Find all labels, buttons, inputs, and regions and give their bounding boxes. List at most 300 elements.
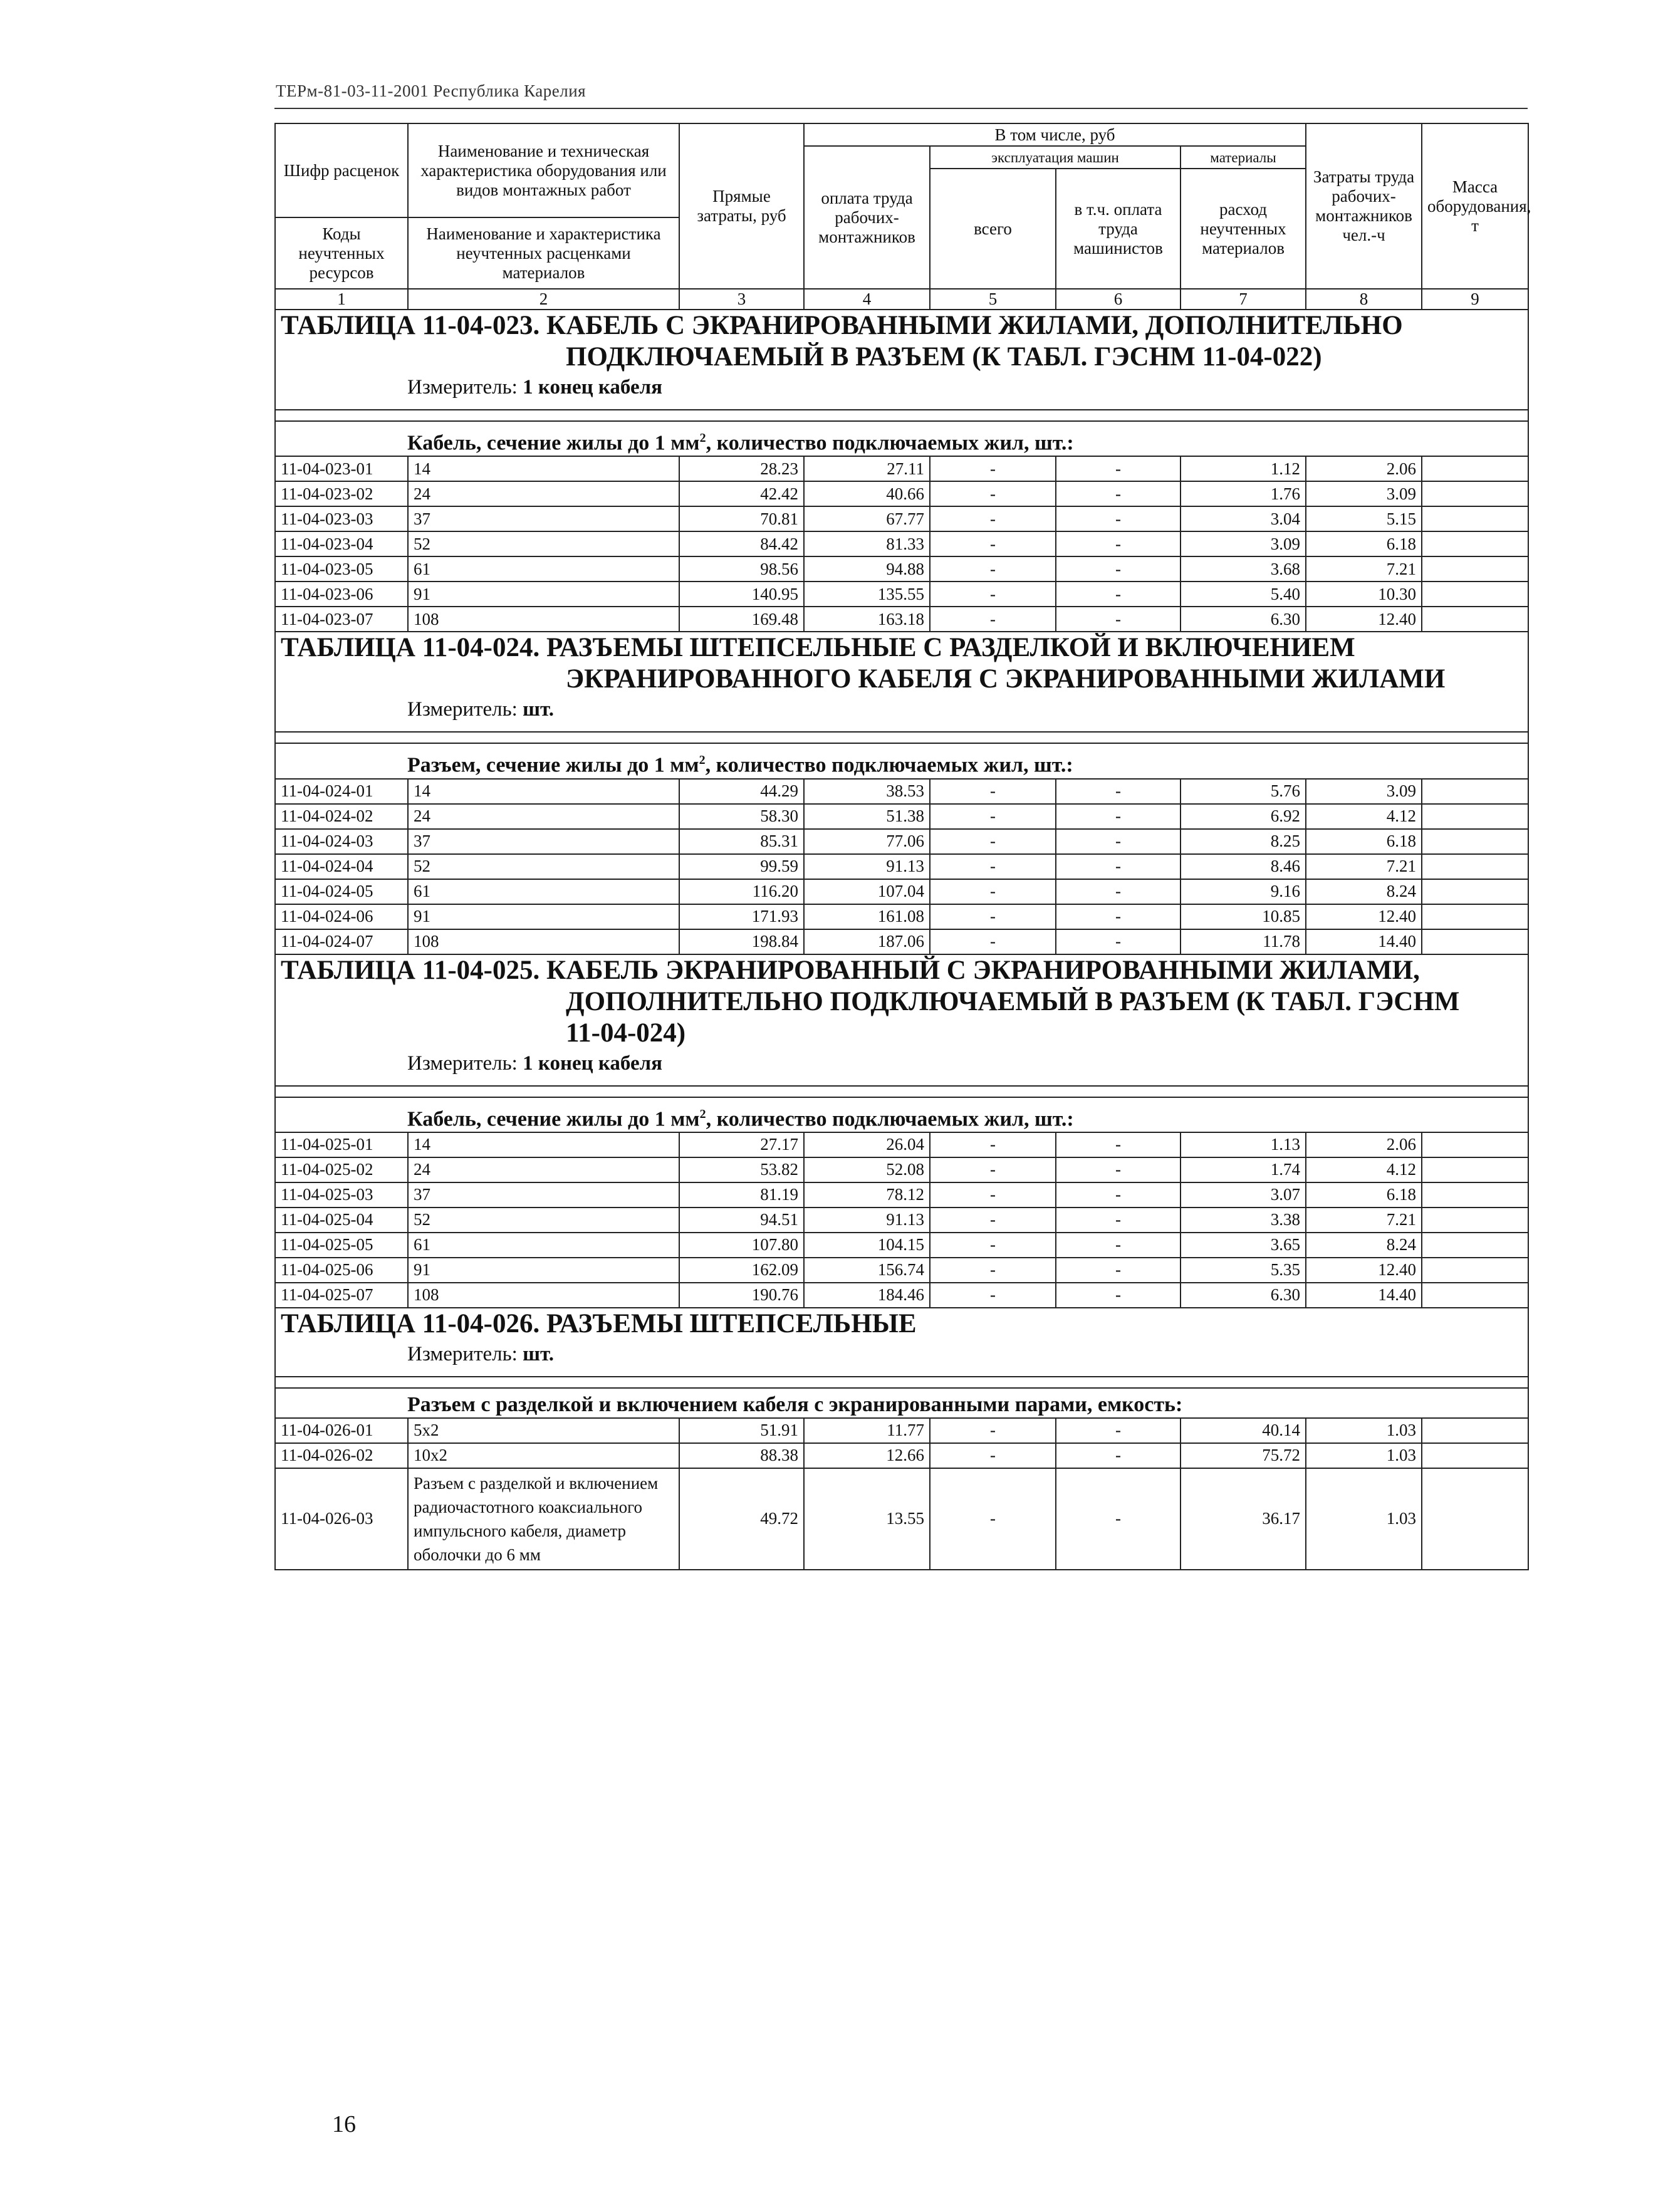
row-code: 11-04-024-03 [275, 829, 408, 854]
meter-row [275, 1340, 1528, 1377]
group-heading-text: , количество подключаемых жил, шт.: [706, 1107, 1074, 1130]
row-machines-pay: - [1056, 779, 1181, 804]
row-labor-hours: 2.06 [1306, 1132, 1422, 1157]
row-name: 10x2 [408, 1443, 679, 1468]
row-machines-total: - [930, 582, 1056, 607]
row-mass [1422, 829, 1528, 854]
spacer [275, 410, 1528, 421]
group-row [275, 421, 1528, 456]
row-machines-pay: - [1056, 481, 1181, 506]
row-materials: 6.30 [1181, 607, 1306, 632]
header-direct-costs-text: Прямые затраты, руб [697, 187, 786, 225]
row-machines-total: - [930, 1468, 1056, 1570]
header-name-alt [408, 217, 679, 289]
row-code: 11-04-024-06 [275, 904, 408, 929]
column-number: 4 [804, 289, 930, 310]
row-name: 108 [408, 1283, 679, 1308]
column-number: 7 [1181, 289, 1306, 310]
row-machines-total: - [930, 854, 1056, 879]
group-heading-sup: 2 [699, 1107, 706, 1121]
group-heading [275, 421, 1528, 456]
row-labor-pay: 77.06 [804, 829, 930, 854]
row-labor-pay: 135.55 [804, 582, 930, 607]
header-including-text: В том числе, руб [994, 125, 1115, 144]
row-machines-pay: - [1056, 1157, 1181, 1182]
row-labor-pay: 104.15 [804, 1233, 930, 1258]
row-name: 52 [408, 854, 679, 879]
table-title-row [275, 1308, 1528, 1340]
row-machines-pay: - [1056, 1283, 1181, 1308]
row-labor-pay: 78.12 [804, 1182, 930, 1208]
row-code: 11-04-025-02 [275, 1157, 408, 1182]
meter-value: 1 конец кабеля [523, 376, 662, 399]
meter-label: Измеритель: [407, 1051, 518, 1075]
row-machines-total: - [930, 829, 1056, 854]
row-machines-pay: - [1056, 1233, 1181, 1258]
row-labor-pay: 52.08 [804, 1157, 930, 1182]
header-name-text: Наименование и техническая характеристика оборудования или видов монтажных работ [420, 141, 667, 199]
row-labor-hours: 6.18 [1306, 829, 1422, 854]
table-row [275, 829, 1528, 854]
row-labor-pay: 81.33 [804, 531, 930, 556]
row-name: Разъем с разделкой и включением радиочастотного коаксиального импульсного кабеля, диаметр оболочки до 6 мм [408, 1468, 679, 1570]
header-name-alt-text: Наименование и характеристика неучтенных расценками материалов [426, 224, 661, 282]
row-machines-total: - [930, 1283, 1056, 1308]
header-materials-unaccounted [1181, 169, 1306, 289]
row-labor-pay: 40.66 [804, 481, 930, 506]
row-name: 14 [408, 456, 679, 481]
header-code [275, 123, 408, 217]
header-machines-total [930, 169, 1056, 289]
row-labor-hours: 10.30 [1306, 582, 1422, 607]
header-name [408, 123, 679, 217]
row-labor-pay: 91.13 [804, 854, 930, 879]
row-code: 11-04-023-04 [275, 531, 408, 556]
row-materials: 8.46 [1181, 854, 1306, 879]
row-code: 11-04-025-06 [275, 1258, 408, 1283]
row-materials: 3.38 [1181, 1208, 1306, 1233]
header-labor-pay [804, 146, 930, 289]
row-mass [1422, 582, 1528, 607]
row-code: 11-04-024-04 [275, 854, 408, 879]
row-machines-total: - [930, 1233, 1056, 1258]
header-machines-total-text: всего [974, 219, 1012, 238]
table-title-line: ТАБЛИЦА 11-04-026. РАЗЪЕМЫ ШТЕПСЕЛЬНЫЕ [281, 1308, 917, 1338]
row-code: 11-04-023-03 [275, 506, 408, 531]
row-code: 11-04-025-05 [275, 1233, 408, 1258]
row-machines-pay: - [1056, 1208, 1181, 1233]
page-number: 16 [332, 2111, 356, 2137]
spacer [275, 1377, 1528, 1388]
row-mass [1422, 506, 1528, 531]
row-direct-costs: 70.81 [679, 506, 804, 531]
column-number: 1 [275, 289, 408, 310]
row-machines-total: - [930, 779, 1056, 804]
row-machines-pay: - [1056, 531, 1181, 556]
row-mass [1422, 904, 1528, 929]
spacer [275, 732, 1528, 743]
row-machines-pay: - [1056, 1182, 1181, 1208]
row-labor-hours: 12.40 [1306, 607, 1422, 632]
row-machines-total: - [930, 456, 1056, 481]
row-name: 14 [408, 779, 679, 804]
meter-row [275, 695, 1528, 732]
row-machines-pay: - [1056, 1258, 1181, 1283]
row-labor-pay: 27.11 [804, 456, 930, 481]
table-title-line: ПОДКЛЮЧАЕМЫЙ В РАЗЪЕМ (К ТАБЛ. ГЭСНМ 11-04-022) [566, 342, 1322, 372]
row-code: 11-04-026-02 [275, 1443, 408, 1468]
row-direct-costs: 140.95 [679, 582, 804, 607]
row-machines-pay: - [1056, 456, 1181, 481]
row-labor-hours: 4.12 [1306, 1157, 1422, 1182]
row-materials: 11.78 [1181, 929, 1306, 954]
group-row [275, 743, 1528, 778]
row-direct-costs: 98.56 [679, 556, 804, 582]
row-machines-pay: - [1056, 607, 1181, 632]
row-direct-costs: 49.72 [679, 1468, 804, 1570]
row-direct-costs: 53.82 [679, 1157, 804, 1182]
spacer-row [275, 1086, 1528, 1097]
row-machines-pay: - [1056, 556, 1181, 582]
table-row [275, 1418, 1528, 1443]
row-materials: 75.72 [1181, 1443, 1306, 1468]
row-code: 11-04-024-05 [275, 879, 408, 904]
table-title-line: ТАБЛИЦА 11-04-023. КАБЕЛЬ С ЭКРАНИРОВАННЫМИ ЖИЛАМИ, ДОПОЛНИТЕЛЬНО [281, 311, 1403, 340]
row-labor-hours: 4.12 [1306, 804, 1422, 829]
column-number: 9 [1422, 289, 1528, 310]
header-code-alt-text: Коды неучтенных ресурсов [298, 224, 385, 282]
column-number: 5 [930, 289, 1056, 310]
row-code: 11-04-024-01 [275, 779, 408, 804]
group-heading [275, 1388, 1528, 1418]
row-name: 108 [408, 929, 679, 954]
header-machines-text: эксплуатация машин [991, 149, 1119, 165]
row-materials: 10.85 [1181, 904, 1306, 929]
group-heading-text: Кабель, сечение жилы до 1 мм [407, 431, 700, 455]
header-materials-unaccounted-text: расход неучтенных материалов [1200, 199, 1286, 258]
row-code: 11-04-023-01 [275, 456, 408, 481]
row-code: 11-04-025-07 [275, 1283, 408, 1308]
row-mass [1422, 556, 1528, 582]
row-name: 108 [408, 607, 679, 632]
row-direct-costs: 171.93 [679, 904, 804, 929]
meter-label: Измеритель: [407, 698, 518, 721]
row-name: 61 [408, 1233, 679, 1258]
row-labor-pay: 94.88 [804, 556, 930, 582]
row-materials: 3.09 [1181, 531, 1306, 556]
row-labor-pay: 187.06 [804, 929, 930, 954]
meter-value: 1 конец кабеля [523, 1051, 662, 1075]
table-title-line: 11-04-024) [566, 1018, 686, 1048]
header-code-alt [275, 217, 408, 289]
row-labor-hours: 6.18 [1306, 1182, 1422, 1208]
row-mass [1422, 1468, 1528, 1570]
row-mass [1422, 531, 1528, 556]
header-including [804, 123, 1306, 146]
header-code-text: Шифр расценок [283, 160, 400, 180]
row-machines-total: - [930, 481, 1056, 506]
row-machines-total: - [930, 1208, 1056, 1233]
row-materials: 3.07 [1181, 1182, 1306, 1208]
header-labor-costs [1306, 123, 1422, 289]
row-labor-hours: 3.09 [1306, 779, 1422, 804]
table-row [275, 1132, 1528, 1157]
table-row [275, 854, 1528, 879]
row-materials: 3.68 [1181, 556, 1306, 582]
row-machines-total: - [930, 879, 1056, 904]
row-code: 11-04-023-02 [275, 481, 408, 506]
row-labor-hours: 2.06 [1306, 456, 1422, 481]
header-machines-pay-text: в т.ч. оплата труда машинистов [1073, 199, 1163, 258]
row-machines-pay: - [1056, 854, 1181, 879]
row-labor-pay: 26.04 [804, 1132, 930, 1157]
header-direct-costs [679, 123, 804, 289]
table-row [275, 1182, 1528, 1208]
row-direct-costs: 84.42 [679, 531, 804, 556]
row-mass [1422, 481, 1528, 506]
row-direct-costs: 190.76 [679, 1283, 804, 1308]
row-mass [1422, 1132, 1528, 1157]
row-mass [1422, 1443, 1528, 1468]
row-materials: 9.16 [1181, 879, 1306, 904]
meter-label: Измеритель: [407, 376, 518, 399]
table-row [275, 1208, 1528, 1233]
table-row [275, 1258, 1528, 1283]
meter-row [275, 1049, 1528, 1086]
row-machines-total: - [930, 531, 1056, 556]
row-mass [1422, 929, 1528, 954]
group-heading-text: Разъем, сечение жилы до 1 мм [407, 753, 699, 777]
row-materials: 3.65 [1181, 1233, 1306, 1258]
table-row [275, 1233, 1528, 1258]
table-title-line: ТАБЛИЦА 11-04-025. КАБЕЛЬ ЭКРАНИРОВАННЫЙ С ЭКРАНИРОВАННЫМИ ЖИЛАМИ, [281, 955, 1420, 985]
row-labor-hours: 6.18 [1306, 531, 1422, 556]
row-code: 11-04-023-06 [275, 582, 408, 607]
row-materials: 1.76 [1181, 481, 1306, 506]
row-mass [1422, 854, 1528, 879]
meter-label: Измеритель: [407, 1342, 518, 1365]
row-mass [1422, 607, 1528, 632]
table-row [275, 456, 1528, 481]
row-labor-pay: 161.08 [804, 904, 930, 929]
row-machines-total: - [930, 1443, 1056, 1468]
row-direct-costs: 169.48 [679, 607, 804, 632]
row-mass [1422, 1233, 1528, 1258]
header-equipment-mass [1422, 123, 1531, 289]
table-row [275, 804, 1528, 829]
table-title-line: ТАБЛИЦА 11-04-024. РАЗЪЕМЫ ШТЕПСЕЛЬНЫЕ С РАЗДЕЛКОЙ И ВКЛЮЧЕНИЕМ [281, 633, 1355, 663]
row-labor-hours: 8.24 [1306, 1233, 1422, 1258]
row-labor-hours: 7.21 [1306, 854, 1422, 879]
row-code: 11-04-026-03 [275, 1468, 408, 1570]
row-labor-pay: 67.77 [804, 506, 930, 531]
table-title-row [275, 954, 1528, 1049]
row-labor-hours: 1.03 [1306, 1443, 1422, 1468]
row-direct-costs: 198.84 [679, 929, 804, 954]
row-name: 14 [408, 1132, 679, 1157]
row-name: 37 [408, 1182, 679, 1208]
table-row [275, 481, 1528, 506]
row-labor-pay: 156.74 [804, 1258, 930, 1283]
row-direct-costs: 85.31 [679, 829, 804, 854]
row-machines-pay: - [1056, 904, 1181, 929]
table-title-row [275, 310, 1528, 373]
row-materials: 6.30 [1181, 1283, 1306, 1308]
row-labor-hours: 12.40 [1306, 904, 1422, 929]
group-heading-text: Разъем с разделкой и включением кабеля с экранированными парами, емкость: [407, 1392, 1183, 1416]
row-machines-total: - [930, 929, 1056, 954]
row-direct-costs: 81.19 [679, 1182, 804, 1208]
row-direct-costs: 99.59 [679, 854, 804, 879]
row-code: 11-04-025-01 [275, 1132, 408, 1157]
row-machines-total: - [930, 1418, 1056, 1443]
header-rule [274, 108, 1528, 109]
row-machines-total: - [930, 1258, 1056, 1283]
row-direct-costs: 162.09 [679, 1258, 804, 1283]
row-mass [1422, 1208, 1528, 1233]
row-labor-hours: 1.03 [1306, 1468, 1422, 1570]
table-row [275, 879, 1528, 904]
row-mass [1422, 1258, 1528, 1283]
row-name: 24 [408, 804, 679, 829]
table-row [275, 556, 1528, 582]
row-code: 11-04-023-05 [275, 556, 408, 582]
spacer-row [275, 1377, 1528, 1388]
row-mass [1422, 1157, 1528, 1182]
table-title-line: ДОПОЛНИТЕЛЬНО ПОДКЛЮЧАЕМЫЙ В РАЗЪЕМ (К ТАБЛ. ГЭСНМ [566, 986, 1460, 1016]
row-materials: 3.04 [1181, 506, 1306, 531]
row-machines-pay: - [1056, 582, 1181, 607]
row-machines-total: - [930, 607, 1056, 632]
row-mass [1422, 1182, 1528, 1208]
row-materials: 40.14 [1181, 1418, 1306, 1443]
row-name: 91 [408, 582, 679, 607]
row-labor-hours: 3.09 [1306, 481, 1422, 506]
row-direct-costs: 107.80 [679, 1233, 804, 1258]
row-labor-pay: 107.04 [804, 879, 930, 904]
table-title-line: ЭКРАНИРОВАННОГО КАБЕЛЯ С ЭКРАНИРОВАННЫМИ ЖИЛАМИ [566, 664, 1446, 694]
row-name: 52 [408, 1208, 679, 1233]
row-materials: 1.12 [1181, 456, 1306, 481]
table-row [275, 582, 1528, 607]
row-name: 52 [408, 531, 679, 556]
row-machines-pay: - [1056, 1468, 1181, 1570]
row-machines-total: - [930, 506, 1056, 531]
group-row [275, 1388, 1528, 1418]
row-machines-pay: - [1056, 879, 1181, 904]
row-name: 91 [408, 904, 679, 929]
row-code: 11-04-023-07 [275, 607, 408, 632]
table-row [275, 1443, 1528, 1468]
group-row [275, 1097, 1528, 1132]
row-name: 61 [408, 879, 679, 904]
row-name: 5x2 [408, 1418, 679, 1443]
row-name: 24 [408, 481, 679, 506]
header-materials-text: материалы [1210, 149, 1276, 165]
row-materials: 1.74 [1181, 1157, 1306, 1182]
row-machines-pay: - [1056, 506, 1181, 531]
table-row [275, 531, 1528, 556]
meter [275, 695, 1528, 732]
group-heading-sup: 2 [699, 431, 706, 445]
row-name: 37 [408, 506, 679, 531]
spacer-row [275, 732, 1528, 743]
row-labor-hours: 12.40 [1306, 1258, 1422, 1283]
meter [275, 1049, 1528, 1086]
table-row [275, 1468, 1528, 1570]
row-code: 11-04-025-04 [275, 1208, 408, 1233]
table-body [275, 123, 1531, 1570]
row-labor-hours: 14.40 [1306, 929, 1422, 954]
row-mass [1422, 456, 1528, 481]
meter-value: шт. [523, 698, 554, 721]
meter [275, 373, 1528, 410]
row-machines-total: - [930, 1132, 1056, 1157]
row-labor-pay: 13.55 [804, 1468, 930, 1570]
row-machines-total: - [930, 804, 1056, 829]
header-machines-pay [1056, 169, 1181, 289]
table-row [275, 929, 1528, 954]
row-name: 91 [408, 1258, 679, 1283]
meter-value: шт. [523, 1342, 554, 1365]
row-materials: 8.25 [1181, 829, 1306, 854]
row-mass [1422, 779, 1528, 804]
row-direct-costs: 51.91 [679, 1418, 804, 1443]
header-materials [1181, 146, 1306, 169]
row-machines-pay: - [1056, 1132, 1181, 1157]
row-mass [1422, 804, 1528, 829]
column-number: 2 [408, 289, 679, 310]
group-heading-text: Кабель, сечение жилы до 1 мм [407, 1107, 700, 1130]
row-code: 11-04-024-07 [275, 929, 408, 954]
row-materials: 5.76 [1181, 779, 1306, 804]
row-materials: 1.13 [1181, 1132, 1306, 1157]
meter [275, 1340, 1528, 1377]
group-heading-text: , количество подключаемых жил, шт.: [706, 431, 1074, 455]
table-title [275, 310, 1528, 373]
row-labor-pay: 163.18 [804, 607, 930, 632]
row-name: 24 [408, 1157, 679, 1182]
row-direct-costs: 116.20 [679, 879, 804, 904]
table-row [275, 904, 1528, 929]
row-machines-total: - [930, 1157, 1056, 1182]
table-title-row [275, 632, 1528, 695]
row-labor-hours: 1.03 [1306, 1418, 1422, 1443]
row-materials: 5.40 [1181, 582, 1306, 607]
header-labor-costs-text: Затраты труда рабочих-монтажников чел.-ч [1313, 167, 1415, 244]
running-header: ТЕРм-81-03-11-2001 Республика Карелия [276, 81, 586, 100]
row-labor-hours: 7.21 [1306, 1208, 1422, 1233]
row-materials: 6.92 [1181, 804, 1306, 829]
row-labor-hours: 5.15 [1306, 506, 1422, 531]
row-code: 11-04-026-01 [275, 1418, 408, 1443]
price-table [274, 123, 1529, 1570]
header-labor-pay-text: оплата труда рабочих-монтажников [818, 188, 915, 246]
row-labor-pay: 51.38 [804, 804, 930, 829]
header-equipment-mass-text: Масса оборудования, т [1427, 177, 1531, 235]
column-number-row [275, 289, 1528, 310]
group-heading-text: , количество подключаемых жил, шт.: [705, 753, 1073, 777]
table-row [275, 506, 1528, 531]
table-row [275, 607, 1528, 632]
row-machines-pay: - [1056, 1443, 1181, 1468]
row-direct-costs: 44.29 [679, 779, 804, 804]
table-row [275, 1283, 1528, 1308]
spacer-row [275, 410, 1528, 421]
row-direct-costs: 88.38 [679, 1443, 804, 1468]
table-row [275, 779, 1528, 804]
row-direct-costs: 42.42 [679, 481, 804, 506]
